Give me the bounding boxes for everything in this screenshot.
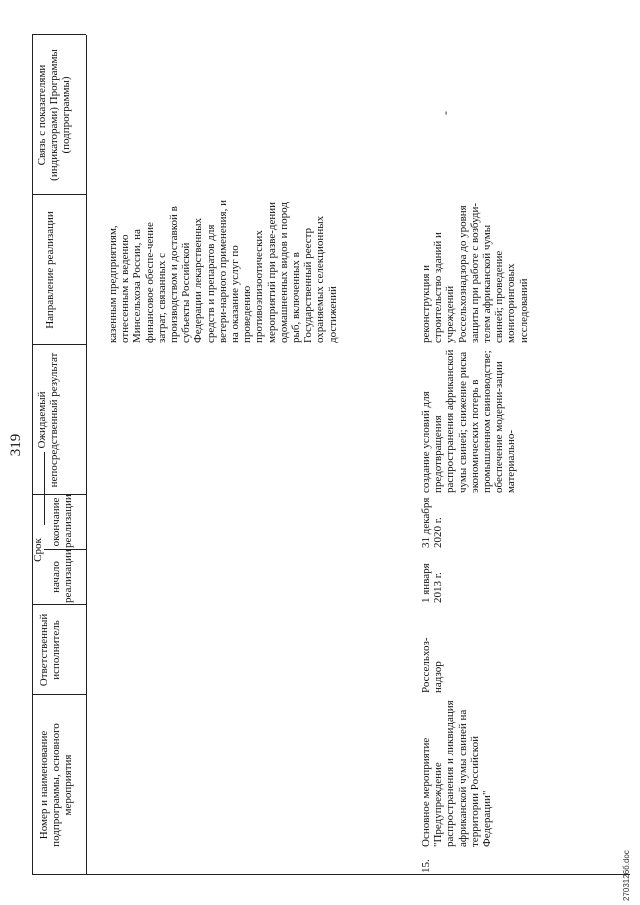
header-srok-end: окончание реализации [50, 494, 74, 548]
header-link: Связь с показателями (индикаторами) Программы (подпрограммы) [36, 49, 72, 181]
row-result: создание условий для предотвращения распространения африканской чумы свиней; снижение риска экономических потерь в промышленном свиноводстве; обеспечение модерни-зации материально- [420, 349, 518, 493]
col-divider-4 [32, 344, 86, 345]
footer-file-code: 2703126б.doc [622, 850, 631, 901]
table-right-border [32, 34, 86, 35]
header-direction: Направление реализации [44, 211, 56, 329]
row-start-date: 1 января 2013 г. [420, 563, 445, 603]
row-direction: реконструкция и строительство зданий и учреждений Россельхознадзора до уровня защиты при работе с возбуди-телем африканской чумы свиней; проведение мониторинговых исследований [420, 202, 530, 343]
col-divider-3 [32, 494, 86, 495]
row-executor: Россельхоз-надзор [420, 637, 445, 693]
col-divider-2 [32, 604, 86, 605]
page-number: 319 [8, 433, 24, 457]
header-result: Ожидаемый непосредственный результат [36, 352, 60, 488]
table-left-border [32, 874, 630, 875]
continued-direction-text: казенным предприятиям, отнесенным к ведению Минсельхоза России, на финансовое обеспе-чение затрат, связанных с производством и доставкой в субъекты Российской Федерации лекарственных средств и препаратов для ветери-нарного применения, и на оказание услуг по проведению противоэпизоотических мероприятий при разве-дении одомашненных видов и пород рыб, включенных в Государственный реестр охраняемых селекционных достижений [107, 200, 339, 343]
table-top-border [32, 35, 33, 875]
col-divider-1 [32, 694, 86, 695]
table-header-bottom-border [86, 35, 87, 875]
header-name: Номер и наименование подпрограммы, основного мероприятия [38, 723, 74, 847]
row-number: 15. [420, 859, 432, 873]
header-srok: Срок [32, 538, 44, 562]
header-executor: Ответственный исполнитель [38, 613, 62, 687]
row-end-date: 31 декабря 2020 г. [420, 497, 445, 548]
col-divider-5 [32, 194, 86, 195]
header-srok-start: начало реализации [50, 549, 74, 603]
row-name: Основное мероприятие "Предупреждение распространения и ликвидация африканской чумы свиней на территории Российской Федерации" [420, 700, 494, 847]
row-link: - [438, 111, 452, 115]
